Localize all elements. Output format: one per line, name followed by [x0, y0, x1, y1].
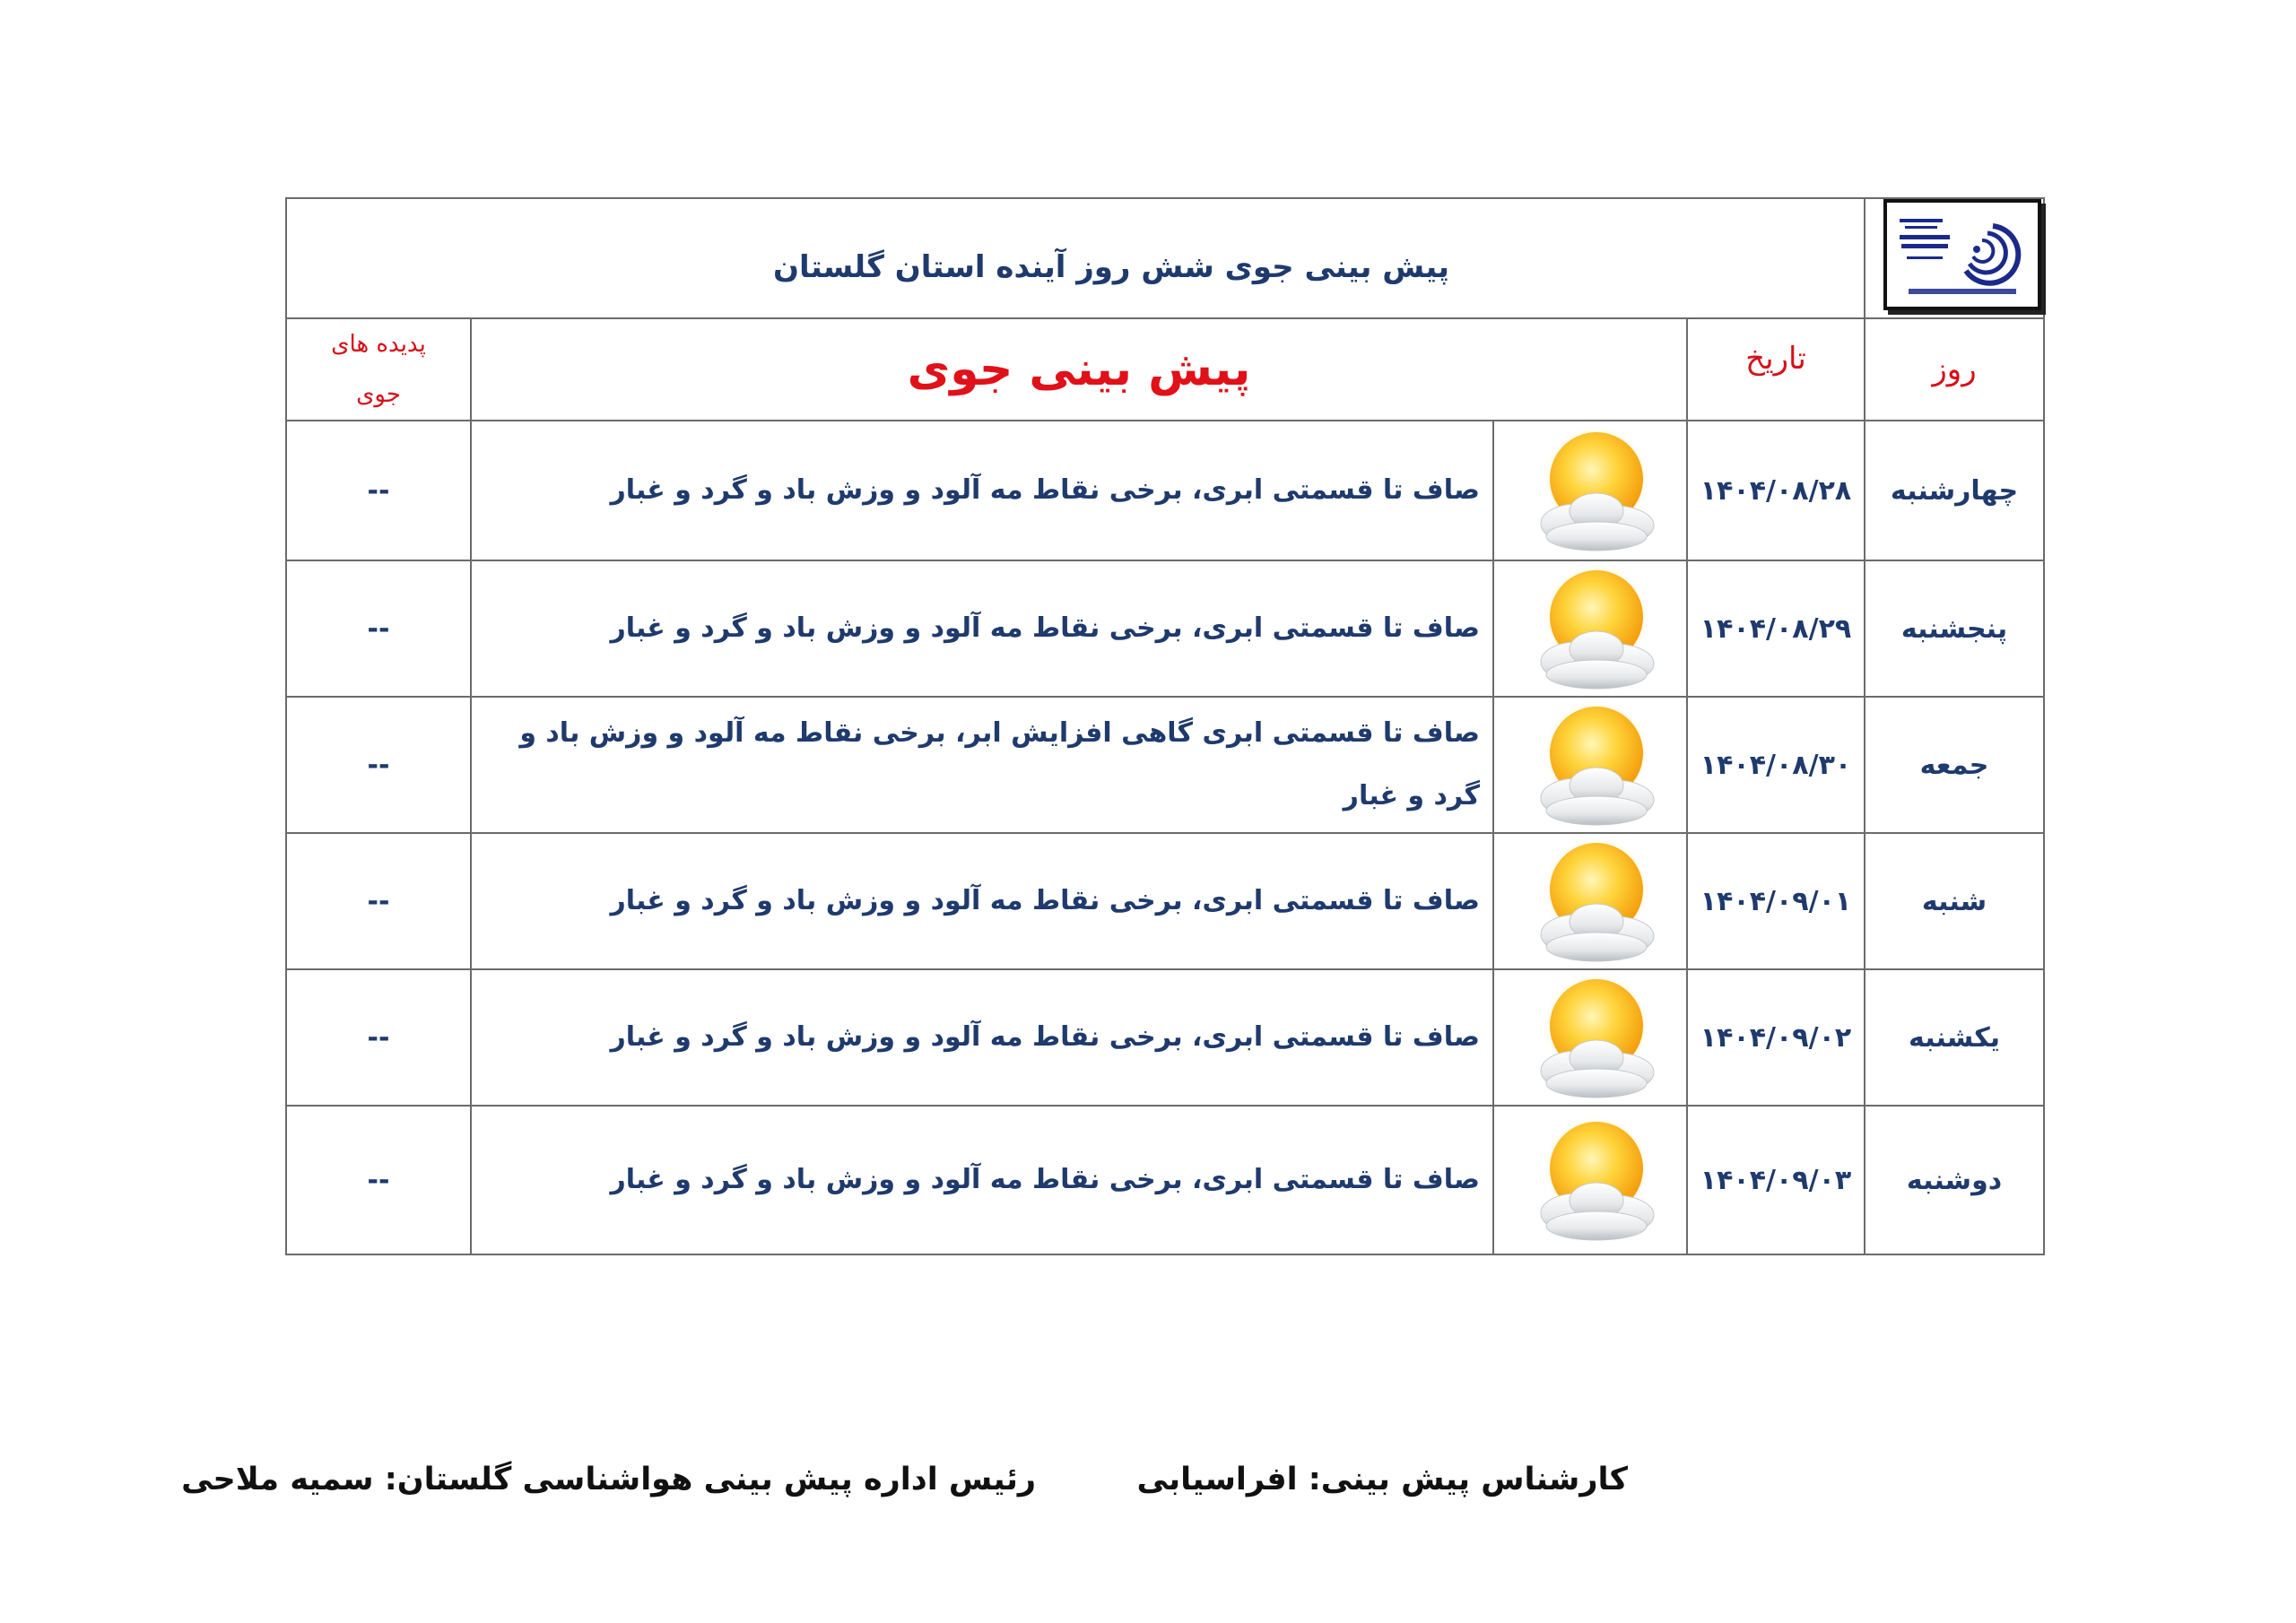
phenomena-cell: -- — [286, 560, 471, 697]
header-date — [1687, 308, 1865, 410]
table-row — [286, 560, 2044, 697]
date-cell: ۱۴۰۴/۰۹/۰۱ — [1687, 833, 1865, 969]
header-row — [286, 318, 2044, 421]
forecast-cell: صاف تا قسمتی ابری، برخی نقاط مه آلود و وزش باد و گرد و غبار — [471, 1106, 1493, 1254]
date-cell: ۱۴۰۴/۰۸/۲۹ — [1687, 560, 1865, 697]
phenomena-cell: -- — [286, 421, 471, 560]
page-title: پیش بینی جوی شش روز آینده استان گلستان — [773, 249, 1449, 285]
header-phenomena-line2: جوی — [356, 381, 401, 408]
table-row — [286, 969, 2044, 1106]
day-cell: یکشنبه — [1865, 969, 2044, 1106]
sun-behind-cloud-icon — [1494, 698, 1686, 832]
forecast-rows — [286, 421, 2044, 1254]
icon-cell — [1493, 969, 1687, 1106]
department-head-credit: رئیس اداره پیش بینی هواشناسی گلستان: سمیه ملاحی — [181, 1462, 1036, 1497]
forecaster-credit: کارشناس پیش بینی: افراسیابی — [1136, 1462, 1628, 1497]
header-phenomena-line1: پدیده های — [331, 331, 426, 358]
phenomena-cell: -- — [286, 697, 471, 833]
table-row — [286, 1106, 2044, 1254]
table-row — [286, 421, 2044, 560]
forecast-table — [285, 197, 2045, 1255]
forecast-cell: صاف تا قسمتی ابری گاهی افزایش ابر، برخی نقاط مه آلود و وزش باد و گرد و غبار — [471, 697, 1493, 833]
header-forecast: پیش بینی جوی — [471, 318, 1687, 421]
day-cell: پنجشنبه — [1865, 560, 2044, 697]
phenomena-cell: -- — [286, 1106, 471, 1254]
sun-behind-cloud-icon — [1494, 970, 1686, 1105]
icon-cell — [1493, 560, 1687, 697]
sun-behind-cloud-icon — [1494, 1113, 1686, 1247]
day-cell: دوشنبه — [1865, 1106, 2044, 1254]
logo-cell — [1865, 198, 2044, 318]
forecast-cell: صاف تا قسمتی ابری، برخی نقاط مه آلود و وزش باد و گرد و غبار — [471, 969, 1493, 1106]
header-date-label: تاریخ — [1745, 341, 1806, 377]
day-cell: چهارشنبه — [1865, 421, 2044, 560]
meteorological-organization-logo — [1883, 199, 2041, 310]
sun-behind-cloud-icon — [1494, 423, 1686, 558]
header-phenomena — [286, 318, 471, 421]
date-cell: ۱۴۰۴/۰۹/۰۳ — [1687, 1106, 1865, 1254]
table-row — [286, 833, 2044, 969]
day-cell: جمعه — [1865, 697, 2044, 833]
date-cell: ۱۴۰۴/۰۸/۲۸ — [1687, 421, 1865, 560]
title-row — [286, 198, 2044, 318]
icon-cell — [1493, 697, 1687, 833]
date-cell: ۱۴۰۴/۰۸/۳۰ — [1687, 697, 1865, 833]
forecast-cell: صاف تا قسمتی ابری، برخی نقاط مه آلود و وزش باد و گرد و غبار — [471, 833, 1493, 969]
sun-behind-cloud-icon — [1494, 834, 1686, 968]
icon-cell — [1493, 1106, 1687, 1254]
icon-cell — [1493, 833, 1687, 969]
header-day: روز — [1865, 318, 2044, 421]
phenomena-cell: -- — [286, 833, 471, 969]
day-cell: شنبه — [1865, 833, 2044, 969]
phenomena-cell: -- — [286, 969, 471, 1106]
title-cell — [286, 198, 1865, 318]
sun-behind-cloud-icon — [1494, 561, 1686, 696]
forecast-cell: صاف تا قسمتی ابری، برخی نقاط مه آلود و وزش باد و گرد و غبار — [471, 560, 1493, 697]
date-cell: ۱۴۰۴/۰۹/۰۲ — [1687, 969, 1865, 1106]
table-row — [286, 697, 2044, 833]
icon-cell — [1493, 421, 1687, 560]
forecast-cell: صاف تا قسمتی ابری، برخی نقاط مه آلود و وزش باد و گرد و غبار — [471, 421, 1493, 560]
forecast-sheet — [181, 197, 2045, 1497]
